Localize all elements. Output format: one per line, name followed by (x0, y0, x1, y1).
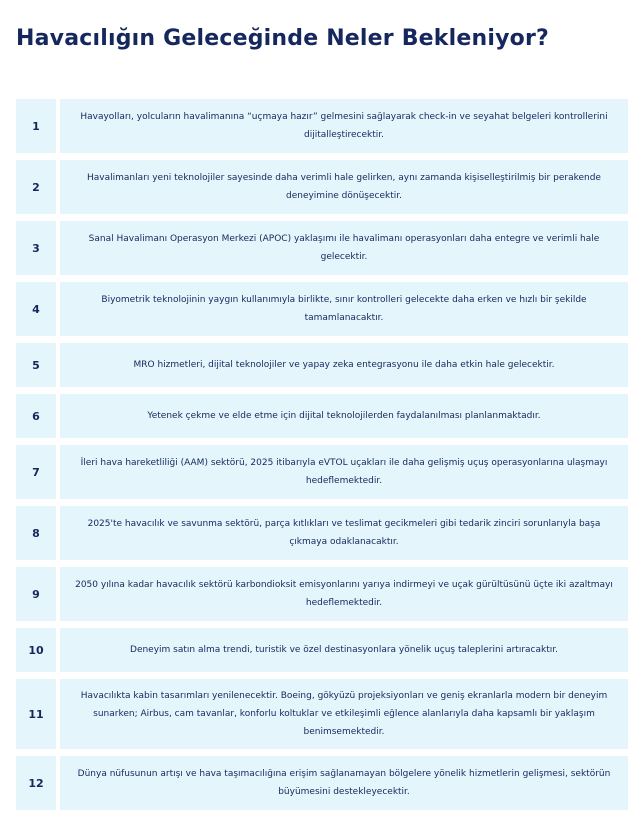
row-text: Havalimanları yeni teknolojiler sayesinde daha verimli hale gelirken, aynı zamanda kişiselleştirilmiş bir perakende deneyimine dönüşecektir. (60, 160, 628, 214)
row-text: Biyometrik teknolojinin yaygın kullanımıyla birlikte, sınır kontrolleri gelecekte daha erken ve hızlı bir şekilde tamamlanacaktır. (60, 282, 628, 336)
row-number: 4 (16, 282, 56, 336)
row-number: 2 (16, 160, 56, 214)
row-number: 8 (16, 506, 56, 560)
row-number: 9 (16, 567, 56, 621)
row-number: 11 (16, 679, 56, 749)
row-text: İleri hava hareketliliği (AAM) sektörü, 2025 itibarıyla eVTOL uçakları ile daha gelişmiş uçuş operasyonlarına ulaşmayı hedeflemektedir. (60, 445, 628, 499)
row-number: 10 (16, 628, 56, 672)
row-text: Havayolları, yolcuların havalimanına “uçmaya hazır” gelmesini sağlayarak check-in ve seyahat belgeleri kontrollerini dijitalleştirecektir. (60, 99, 628, 153)
row-number: 5 (16, 343, 56, 387)
table-row (16, 506, 628, 560)
table-row (16, 628, 628, 672)
row-text: MRO hizmetleri, dijital teknolojiler ve yapay zeka entegrasyonu ile daha etkin hale gelecektir. (60, 343, 628, 387)
table-row (16, 343, 628, 387)
row-text: Deneyim satın alma trendi, turistik ve özel destinasyonlara yönelik uçuş taleplerini artıracaktır. (60, 628, 628, 672)
row-text: Yetenek çekme ve elde etme için dijital teknolojilerden faydalanılması planlanmaktadır. (60, 394, 628, 438)
row-text: 2025'te havacılık ve savunma sektörü, parça kıtlıkları ve teslimat gecikmeleri gibi tedarik zinciri sorunlarıyla başa çıkmaya odaklanacaktır. (60, 506, 628, 560)
forecast-table (16, 99, 628, 817)
row-text: Havacılıkta kabin tasarımları yenilenecektir. Boeing, gökyüzü projeksiyonları ve geniş ekranlarla modern bir deneyim sunarken; Airbus, cam tavanlar, konforlu koltuklar ve etkileşimli eğlence alanlarıyla daha kapsamlı bir yaklaşım benimsemektedir. (60, 679, 628, 749)
table-row (16, 756, 628, 810)
row-text: 2050 yılına kadar havacılık sektörü karbondioksit emisyonlarını yarıya indirmeyi ve uçak gürültüsünü üçte iki azaltmayı hedeflemektedir. (60, 567, 628, 621)
table-row (16, 221, 628, 275)
row-number: 3 (16, 221, 56, 275)
table-row (16, 160, 628, 214)
table-row (16, 567, 628, 621)
table-row (16, 99, 628, 153)
table-row (16, 445, 628, 499)
page-title: Havacılığın Geleceğinde Neler Bekleniyor? (16, 26, 549, 51)
table-row (16, 679, 628, 749)
row-number: 12 (16, 756, 56, 810)
row-text: Dünya nüfusunun artışı ve hava taşımacılığına erişim sağlanamayan bölgelere yönelik hizmetlerin gelişmesi, sektörün büyümesini destekleyecektir. (60, 756, 628, 810)
table-row (16, 394, 628, 438)
table-row (16, 282, 628, 336)
row-text: Sanal Havalimanı Operasyon Merkezi (APOC) yaklaşımı ile havalimanı operasyonları daha entegre ve verimli hale gelecektir. (60, 221, 628, 275)
row-number: 6 (16, 394, 56, 438)
row-number: 7 (16, 445, 56, 499)
row-number: 1 (16, 99, 56, 153)
